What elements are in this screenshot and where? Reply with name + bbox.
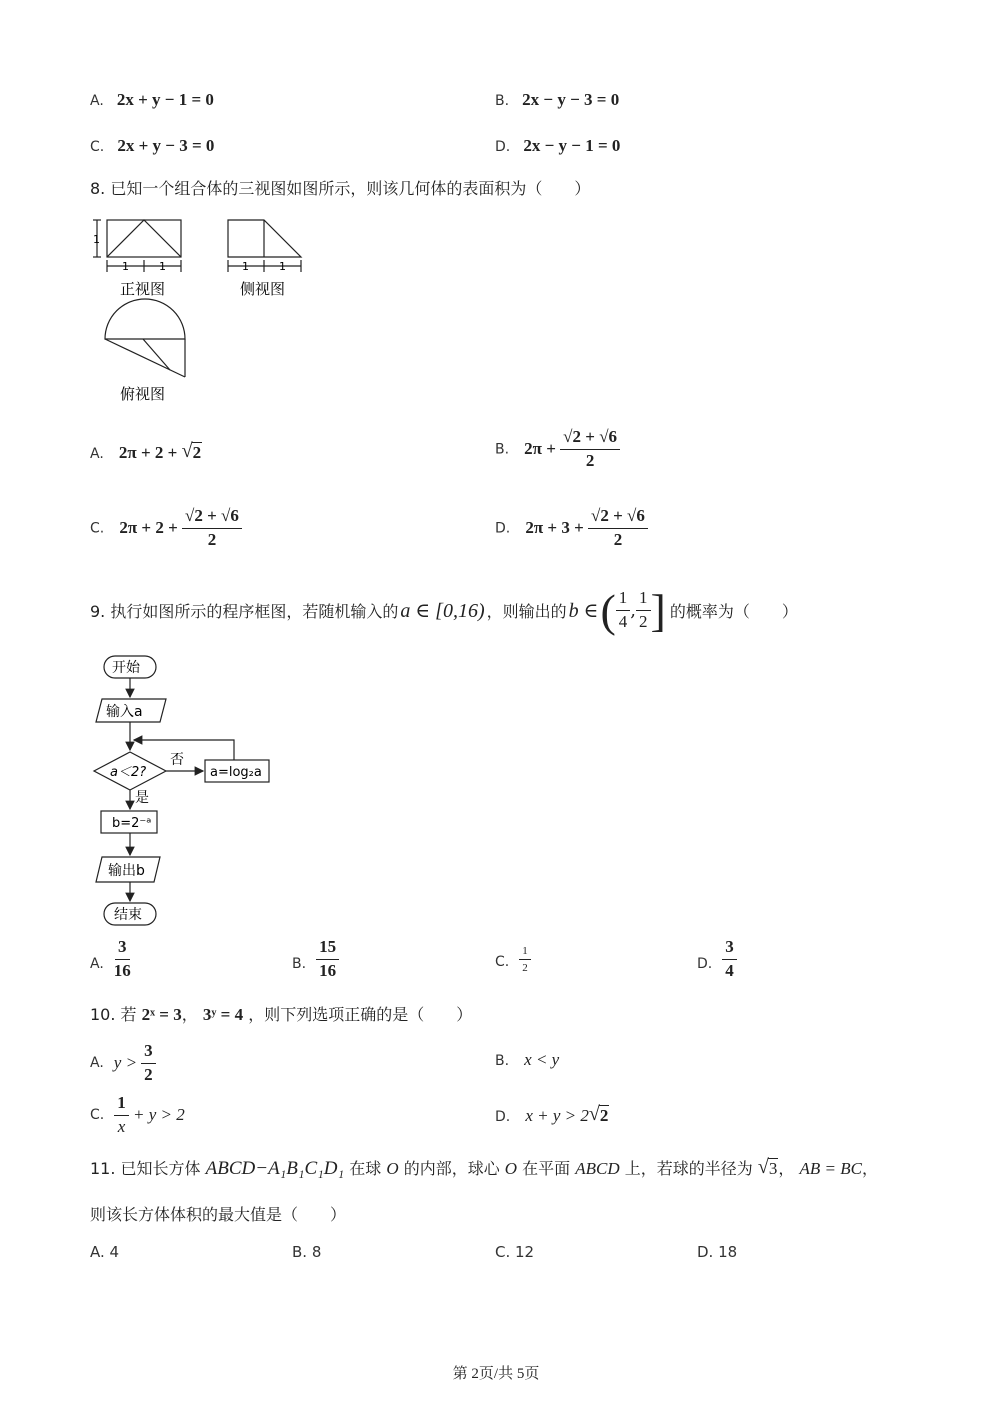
denominator: 2 [639,612,648,631]
front-view-caption: 正视图 [120,280,166,298]
stem-part: ， [861,1159,878,1178]
option-label: A. [90,93,104,109]
numerator: 1 [114,1094,129,1116]
input-condition: a ∈ [0,16) [400,600,485,622]
front-width-dim-right: 1 [159,260,166,273]
right-bracket: ] [650,585,666,636]
start-label: 开始 [112,660,140,676]
numerator: 3 [141,1042,156,1064]
q8-option-a [90,443,202,463]
interval-left [616,589,631,631]
numerator: √2 + √6 [588,507,648,529]
option-expr: x < y [524,1050,560,1069]
q10-option-b [495,1050,559,1070]
center-o: O [504,1159,518,1178]
q8-option-b [495,428,620,470]
comma: , [630,600,636,621]
fraction [114,1094,129,1136]
sqrt [589,1106,610,1126]
stem-part: ， [778,1159,795,1178]
q11-option-b: B. 8 [292,1243,322,1261]
sqrt [182,443,203,463]
option-label: D. [495,520,511,537]
q9-option-c [495,945,531,974]
option-label: D. [697,956,713,973]
fraction [519,945,531,974]
plane-name: ABCD [575,1159,620,1178]
denominator: x [117,1116,126,1136]
option-label: B. [292,956,307,973]
option-lead: x + y > 2 [525,1106,589,1125]
denominator: 4 [618,612,628,631]
fraction [722,938,737,980]
option-lead: y > [113,1053,138,1073]
stem-part: 的内部，球心 [403,1159,500,1178]
q7-option-a [90,90,214,110]
stem-part: 在平面 [522,1159,571,1178]
option-tail: + y > 2 [128,1105,185,1125]
decision-label: a＜2? [110,765,147,780]
numerator: √2 + √6 [182,507,242,529]
numerator: 15 [316,938,339,960]
option-expr: 2x − y − 3 = 0 [522,90,620,109]
assign-label: a=log₂a [210,765,262,780]
option-label: A. [90,1055,104,1072]
side-width-dim-right: 1 [279,260,286,273]
denominator: 16 [319,960,337,980]
option-label: C. [90,520,105,537]
q7-option-d [495,136,620,156]
separator: ， [181,1005,198,1024]
option-lead: 2π + 2 + [119,517,183,537]
option-expr: 2x − y − 1 = 0 [523,136,621,155]
option-lead: 2π + [524,438,561,458]
option-lead: 2π + 2 + [118,443,182,462]
stem-part: 10. 若 [90,1005,137,1024]
q11-stem [90,1156,878,1180]
q10-option-a [90,1042,156,1084]
option-label: A. [90,446,104,462]
numerator: 1 [616,589,631,611]
front-view [93,220,181,272]
numerator: √2 + √6 [560,428,620,450]
end-label: 结束 [114,907,142,923]
three-view-diagram [88,212,318,412]
q9-stem [90,584,798,637]
top-view-caption: 俯视图 [120,385,166,403]
denominator: 16 [113,960,131,980]
fraction [560,428,620,470]
denominator: 2 [207,529,217,549]
compute-label: b=2⁻ᵃ [112,816,152,831]
stem-part: ，则输出的 [486,602,567,621]
denominator: 2 [613,529,623,549]
denominator: 2 [144,1064,153,1084]
front-height-dim: 1 [93,233,100,246]
option-label: D. [495,139,511,155]
option-lead: 2π + 3 + [525,517,589,537]
fraction [141,1042,156,1084]
q10-option-c [90,1094,185,1136]
top-view [105,299,185,377]
stem-part: 的概率为（ ） [669,602,798,621]
radicand: 3 [768,1159,778,1178]
option-label: C. [90,139,105,155]
output-variable: b ∈ [568,600,599,622]
stem-part: 11. 已知长方体 [90,1159,201,1178]
numerator: 1 [519,945,531,960]
q11-option-c: C. 12 [495,1243,535,1261]
denominator: 2 [522,962,528,975]
output-label: 输出b [108,863,145,879]
fraction [316,938,339,980]
option-label: B. [495,1053,510,1069]
interval-right [636,589,651,631]
q11-stem-line2: 则该长方体体积的最大值是（ ） [90,1205,347,1224]
numerator: 3 [115,938,130,960]
option-expr: 2x + y − 3 = 0 [117,136,215,155]
option-expr: 2x + y − 1 = 0 [116,90,214,109]
q10-option-d [495,1106,609,1126]
left-paren: ( [600,585,616,636]
equation-2: 3ʸ = 4 [202,1005,244,1024]
q9-option-d [697,938,737,980]
sqrt [758,1159,779,1179]
denominator: 4 [725,960,734,980]
q9-option-a [90,938,131,980]
equation-1: 2ˣ = 3 [141,1005,182,1024]
stem-part: 上，若球的半径为 [624,1159,753,1178]
sphere-o: O [386,1159,399,1178]
stem-part: ，则下列选项正确的是（ ） [248,1005,473,1024]
option-label: C. [495,953,510,970]
side-view [228,220,301,272]
option-label: B. [495,441,510,458]
q9-option-b [292,938,339,980]
q11-option-d: D. 18 [697,1243,738,1261]
q8-option-c [90,507,242,549]
fraction [182,507,242,549]
front-width-dim-left: 1 [122,260,129,273]
q10-stem [90,1002,472,1025]
q8-option-d [495,507,648,549]
option-label: A. [90,956,104,973]
side-width-dim-left: 1 [242,260,249,273]
input-label: 输入a [106,704,143,720]
q7-option-b [495,90,619,110]
stem-part: 在球 [349,1159,382,1178]
page-footer: 第 2页/共 5页 [452,1366,540,1382]
numerator: 3 [722,938,737,960]
option-label: B. [495,93,510,109]
radicand: 2 [192,443,202,462]
q8-stem: 8. 已知一个组合体的三视图如图所示，则该几何体的表面积为（ ） [90,179,591,198]
numerator: 1 [636,589,651,611]
q11-option-a: A. 4 [90,1243,120,1261]
fraction [114,938,131,980]
solid-name: ABCD−A₁B₁C₁D₁ [205,1158,345,1179]
no-label: 否 [170,752,184,768]
fraction [588,507,648,549]
q7-option-c [90,136,214,156]
option-label: C. [90,1107,105,1124]
side-view-caption: 侧视图 [240,280,286,298]
radicand: 2 [599,1106,609,1125]
stem-part: 9. 执行如图所示的程序框图，若随机输入的 [90,602,399,621]
denominator: 2 [585,450,595,470]
flowchart [88,650,288,930]
yes-label: 是 [135,790,149,806]
option-label: D. [495,1109,511,1125]
condition: AB = BC [799,1159,862,1178]
